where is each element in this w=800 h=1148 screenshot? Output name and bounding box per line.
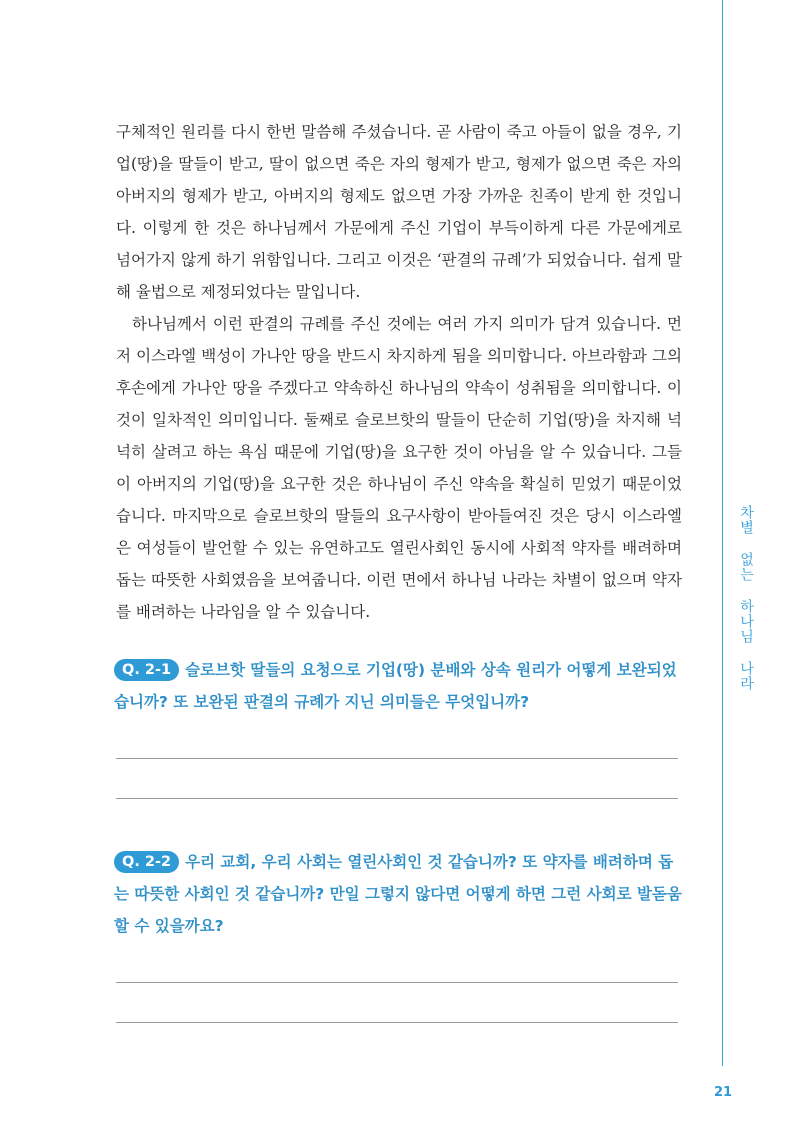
margin-rule <box>722 0 723 1066</box>
page-number: 21 <box>714 1085 733 1100</box>
chapter-side-title: 차별 없는 하나님 나라 <box>738 505 754 691</box>
paragraph: 하나님께서 이런 판결의 규례를 주신 것에는 여러 가지 의미가 담겨 있습니다. 먼저 이스라엘 백성이 가나안 땅을 반드시 차지하게 됨을 의미합니다. 아브라함과 그의 후손에게 가나안 땅을 주겠다고 약속하신 하나님의 약속이 성취됨을 의미합니다. 이것이 일차적인 의미입니다. 둘째로 슬로브핫의 딸들이 단순히 기업(땅)을 차지해 넉넉히 살려고 하는 욕심 때문에 기업(땅)을 요구한 것이 아님을 알 수 있습니다. 그들이 아버지의 기업(땅)을 요구한 것은 하나님이 주신 약속을 확실히 믿었기 때문이었습니다. 마지막으로 슬로브핫의 딸들의 요구사항이 받아들여진 것은 당시 이스라엘은 여성들이 발언할 수 있는 유연하고도 열린사회인 동시에 사회적 약자를 배려하며 돕는 따뜻한 사회였음을 보여줍니다. 이런 면에서 하나님 나라는 차별이 없으며 약자를 배려하는 나라임을 알 수 있습니다. <box>116 315 682 621</box>
answer-line[interactable] <box>116 758 678 759</box>
answer-line[interactable] <box>116 1022 678 1023</box>
question-badge: Q. 2-1 <box>114 659 179 681</box>
question-badge: Q. 2-2 <box>114 851 179 873</box>
answer-line[interactable] <box>116 798 678 799</box>
question-text: 슬로브핫 딸들의 요청으로 기업(땅) 분배와 상속 원리가 어떻게 보완되었습니까? 또 보완된 판결의 규례가 지닌 의미들은 무엇입니까? <box>114 661 677 711</box>
paragraph: 구체적인 원리를 다시 한번 말씀해 주셨습니다. 곧 사람이 죽고 아들이 없을 경우, 기업(땅)을 딸들이 받고, 딸이 없으면 죽은 자의 형제가 받고, 형제가 없으면 죽은 자의 아버지의 형제가 받고, 아버지의 형제도 없으면 가장 가까운 친족이 받게 한 것입니다. 이렇게 한 것은 하나님께서 가문에게 주신 기업이 부득이하게 다른 가문에게로 넘어가지 않게 하기 위함입니다. 그리고 이것은 ‘판결의 규례’가 되었습니다. 쉽게 말해 율법으로 제정되었다는 말입니다. <box>116 123 682 301</box>
question-2-1 <box>114 654 684 718</box>
answer-line[interactable] <box>116 982 678 983</box>
question-text: 우리 교회, 우리 사회는 열린사회인 것 같습니까? 또 약자를 배려하며 돕는 따뜻한 사회인 것 같습니까? 만일 그렇지 않다면 어떻게 하면 그런 사회로 발돋움할 수 있을까요? <box>114 853 682 935</box>
body-text <box>116 116 682 628</box>
question-2-2 <box>114 846 684 942</box>
